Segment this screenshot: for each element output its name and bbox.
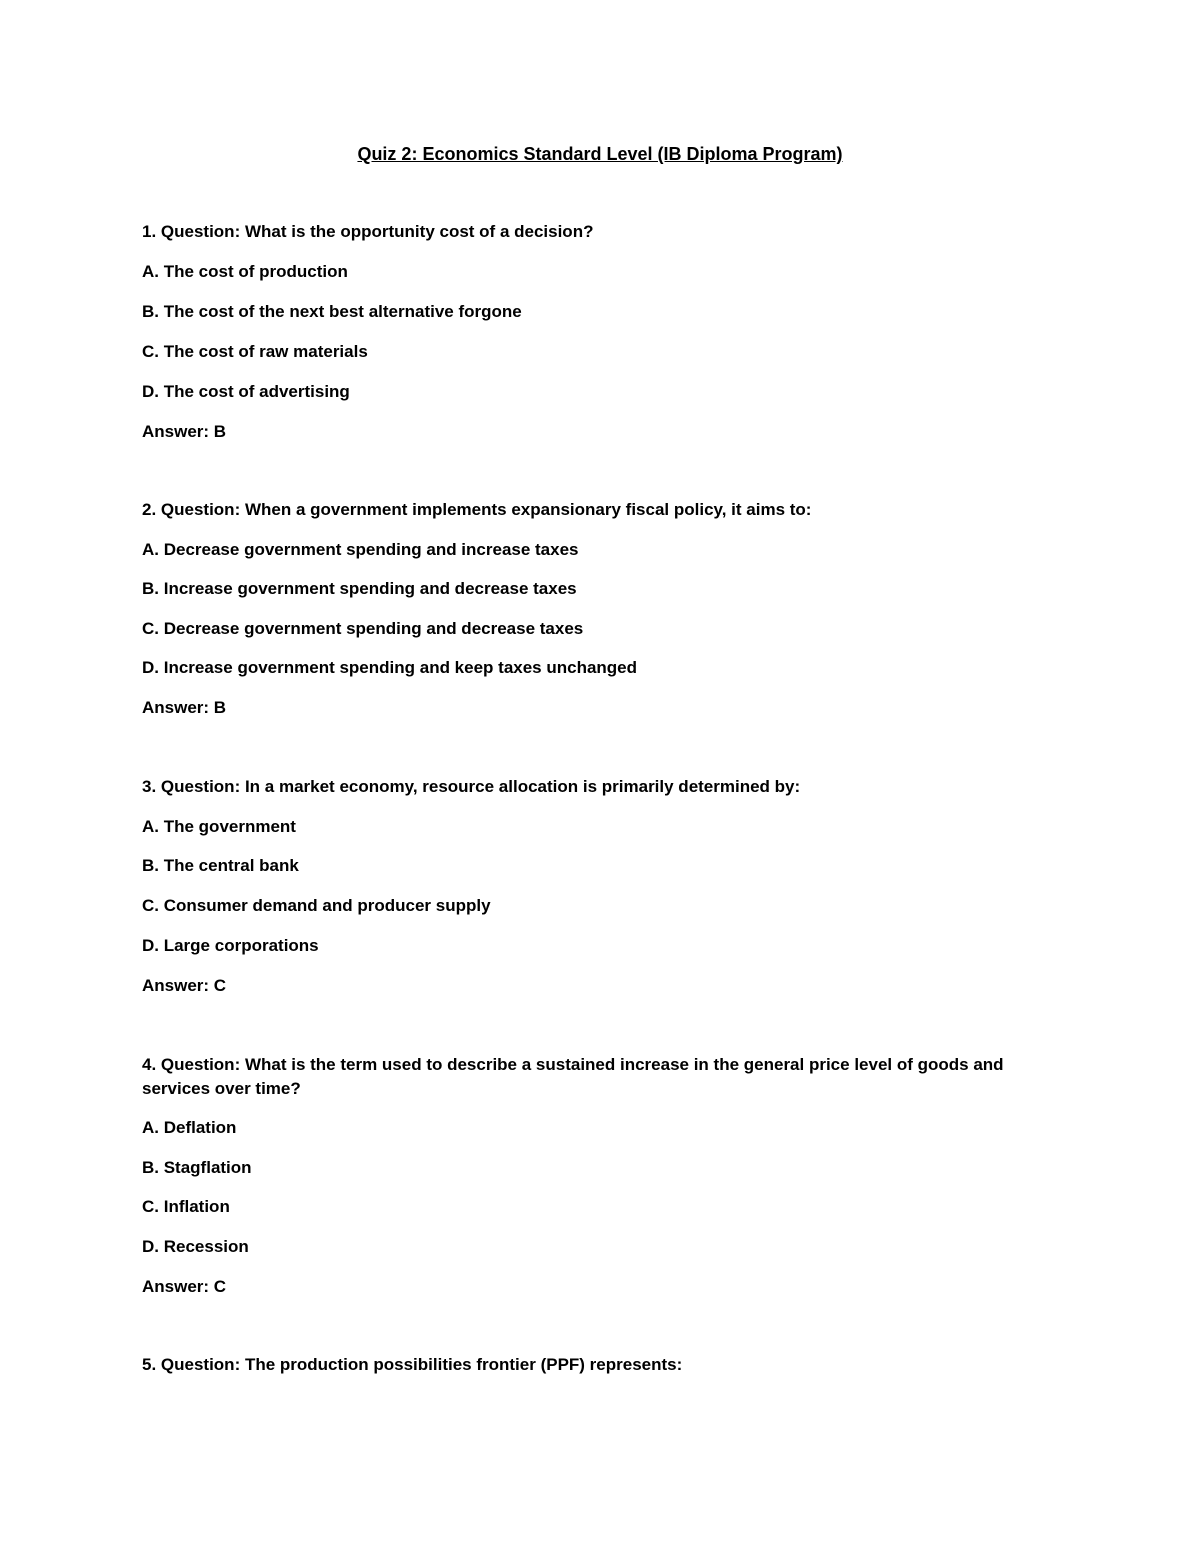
question-1-option-d: D. The cost of advertising <box>142 382 350 401</box>
question-4-option-c: C. Inflation <box>142 1197 230 1216</box>
question-3: 3. Question: In a market economy, resource allocation is primarily determined by: <box>142 777 801 796</box>
question-1-option-b: B. The cost of the next best alternative forgone <box>142 302 522 321</box>
question-4: 4. Question: What is the term used to describe a sustained increase in the general price level of goods and services over time? <box>142 1055 1004 1098</box>
question-3-option-c: C. Consumer demand and producer supply <box>142 896 491 915</box>
question-1-answer: Answer: B <box>142 422 227 441</box>
question-3-option-a: A. The government <box>142 817 296 836</box>
question-4-option-b: B. Stagflation <box>142 1158 252 1177</box>
question-3-answer: Answer: C <box>142 976 227 995</box>
question-3-option-d: D. Large corporations <box>142 936 319 955</box>
question-4-answer: Answer: C <box>142 1277 227 1296</box>
question-2-option-c: C. Decrease government spending and decrease taxes <box>142 619 584 638</box>
question-2-answer: Answer: B <box>142 698 227 717</box>
question-1-option-c: C. The cost of raw materials <box>142 342 368 361</box>
question-2-option-b: B. Increase government spending and decrease taxes <box>142 579 577 598</box>
question-1-option-a: A. The cost of production <box>142 262 348 281</box>
question-4-option-d: D. Recession <box>142 1237 249 1256</box>
question-2: 2. Question: When a government implements expansionary fiscal policy, it aims to: <box>142 500 812 519</box>
question-2-option-a: A. Decrease government spending and increase taxes <box>142 540 579 559</box>
question-4-option-a: A. Deflation <box>142 1118 237 1137</box>
question-3-option-b: B. The central bank <box>142 856 299 875</box>
question-1: 1. Question: What is the opportunity cost of a decision? <box>142 222 594 241</box>
question-2-option-d: D. Increase government spending and keep taxes unchanged <box>142 658 638 677</box>
question-5: 5. Question: The production possibilities frontier (PPF) represents: <box>142 1355 683 1374</box>
document-title: Quiz 2: Economics Standard Level (IB Diploma Program) <box>357 144 843 164</box>
